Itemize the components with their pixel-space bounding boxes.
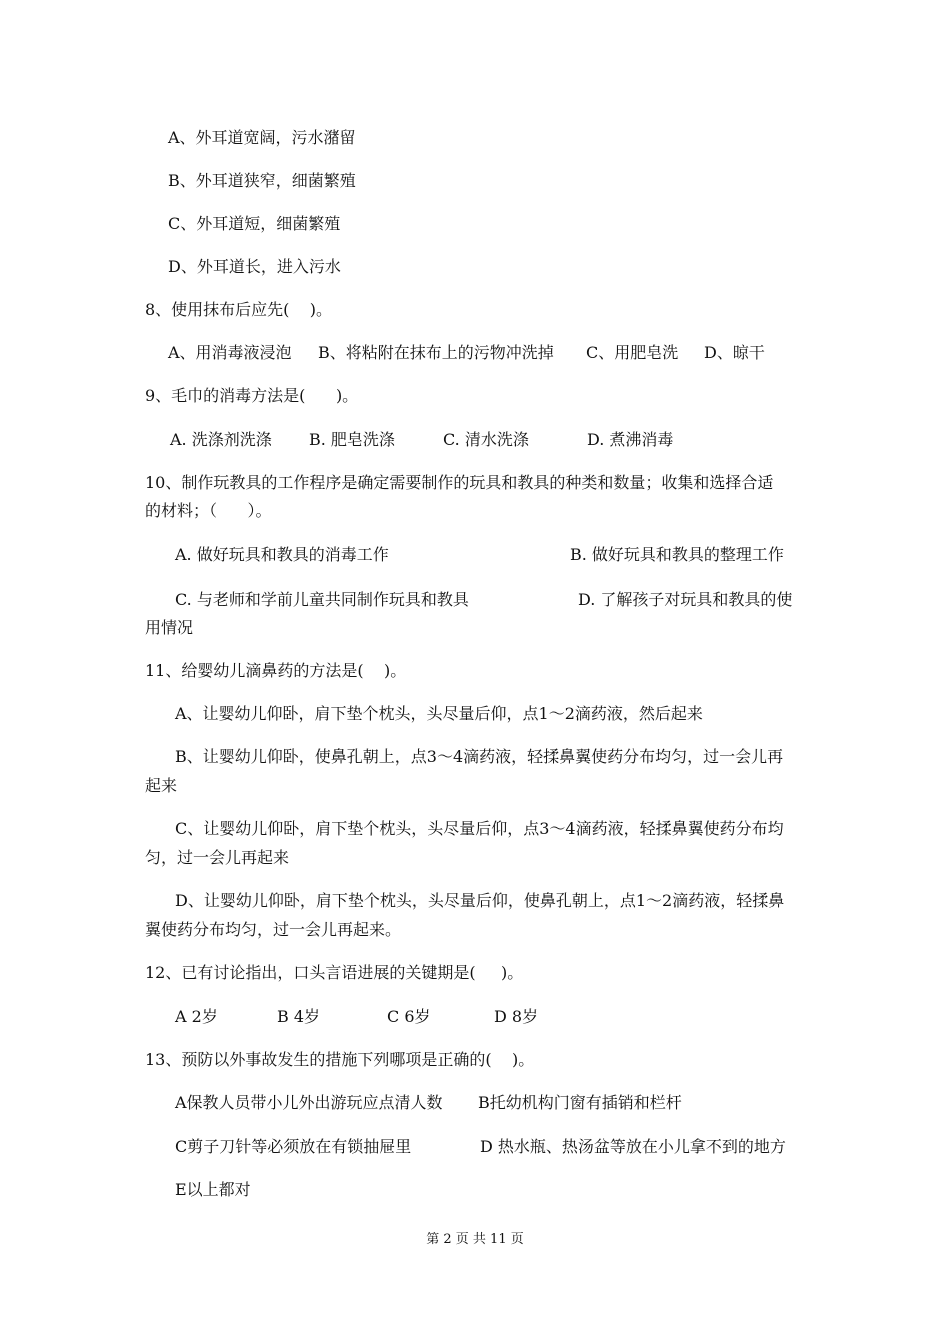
q10-stem-line2: 的材料；（ ）。 bbox=[145, 501, 272, 520]
q13-option-c: C剪子刀针等必须放在有锁抽屉里 bbox=[175, 1137, 412, 1156]
q8-option-a: A、用消毒液浸泡 bbox=[168, 343, 292, 362]
q8-option-b: B、将粘附在抹布上的污物冲洗掉 bbox=[318, 343, 554, 362]
q7-option-c: C、外耳道短，细菌繁殖 bbox=[168, 214, 341, 233]
q10-option-d-line1: D. 了解孩子对玩具和教具的使 bbox=[578, 590, 793, 609]
q10-option-a: A. 做好玩具和教具的消毒工作 bbox=[175, 545, 389, 564]
q8-option-c: C、用肥皂洗 bbox=[586, 343, 679, 362]
q11-option-b-line2: 起来 bbox=[145, 776, 178, 795]
q11-option-c-line1: C、让婴幼儿仰卧，肩下垫个枕头，头尽量后仰，点3～4滴药液，轻揉鼻翼使药分布均 bbox=[175, 819, 784, 838]
q7-option-a: A、外耳道宽阔，污水潴留 bbox=[168, 128, 356, 147]
q7-option-d: D、外耳道长，进入污水 bbox=[168, 257, 341, 276]
q10-option-d-line2: 用情况 bbox=[145, 618, 194, 637]
q12-option-c: C 6岁 bbox=[387, 1007, 431, 1026]
q12-option-b: B 4岁 bbox=[277, 1007, 321, 1026]
page-number-footer: 第 2 页 共 11 页 bbox=[426, 1232, 524, 1247]
q13-option-a: A保教人员带小儿外出游玩应点清人数 bbox=[175, 1093, 443, 1112]
q12-stem: 12、已有讨论指出，口头言语进展的关键期是( )。 bbox=[145, 963, 524, 982]
q8-option-d: D、晾干 bbox=[704, 343, 765, 362]
q11-option-b-line1: B、让婴幼儿仰卧，使鼻孔朝上，点3～4滴药液，轻揉鼻翼使药分布均匀，过一会儿再 bbox=[175, 747, 784, 766]
q11-option-c-line2: 匀，过一会儿再起来 bbox=[145, 848, 290, 867]
q12-option-d: D 8岁 bbox=[494, 1007, 539, 1026]
q13-option-b: B托幼机构门窗有插销和栏杆 bbox=[478, 1093, 682, 1112]
q9-option-b: B. 肥皂洗涤 bbox=[309, 430, 395, 449]
q11-option-d-line2: 翼使药分布均匀，过一会儿再起来。 bbox=[145, 920, 402, 939]
q9-option-d: D. 煮沸消毒 bbox=[587, 430, 674, 449]
q8-stem: 8、使用抹布后应先( )。 bbox=[145, 300, 333, 319]
q10-option-c: C. 与老师和学前儿童共同制作玩具和教具 bbox=[175, 590, 469, 609]
q10-option-b: B. 做好玩具和教具的整理工作 bbox=[570, 545, 784, 564]
q12-option-a: A 2岁 bbox=[175, 1007, 218, 1026]
q9-option-a: A. 洗涤剂洗涤 bbox=[170, 430, 272, 449]
q9-option-c: C. 清水洗涤 bbox=[443, 430, 529, 449]
q13-stem: 13、预防以外事故发生的措施下列哪项是正确的( )。 bbox=[145, 1050, 535, 1069]
q9-stem: 9、毛巾的消毒方法是( )。 bbox=[145, 386, 359, 405]
q13-option-e: E以上都对 bbox=[175, 1180, 251, 1199]
q13-option-d: D 热水瓶、热汤盆等放在小儿拿不到的地方 bbox=[480, 1137, 786, 1156]
q7-option-b: B、外耳道狭窄，细菌繁殖 bbox=[168, 171, 356, 190]
q11-option-a: A、让婴幼儿仰卧，肩下垫个枕头，头尽量后仰，点1～2滴药液，然后起来 bbox=[175, 704, 703, 723]
q11-option-d-line1: D、让婴幼儿仰卧，肩下垫个枕头，头尽量后仰，使鼻孔朝上，点1～2滴药液，轻揉鼻 bbox=[175, 891, 785, 910]
q11-stem: 11、给婴幼儿滴鼻药的方法是( )。 bbox=[145, 661, 407, 680]
q10-stem-line1: 10、制作玩教具的工作程序是确定需要制作的玩具和教具的种类和数量；收集和选择合适 bbox=[145, 473, 774, 492]
